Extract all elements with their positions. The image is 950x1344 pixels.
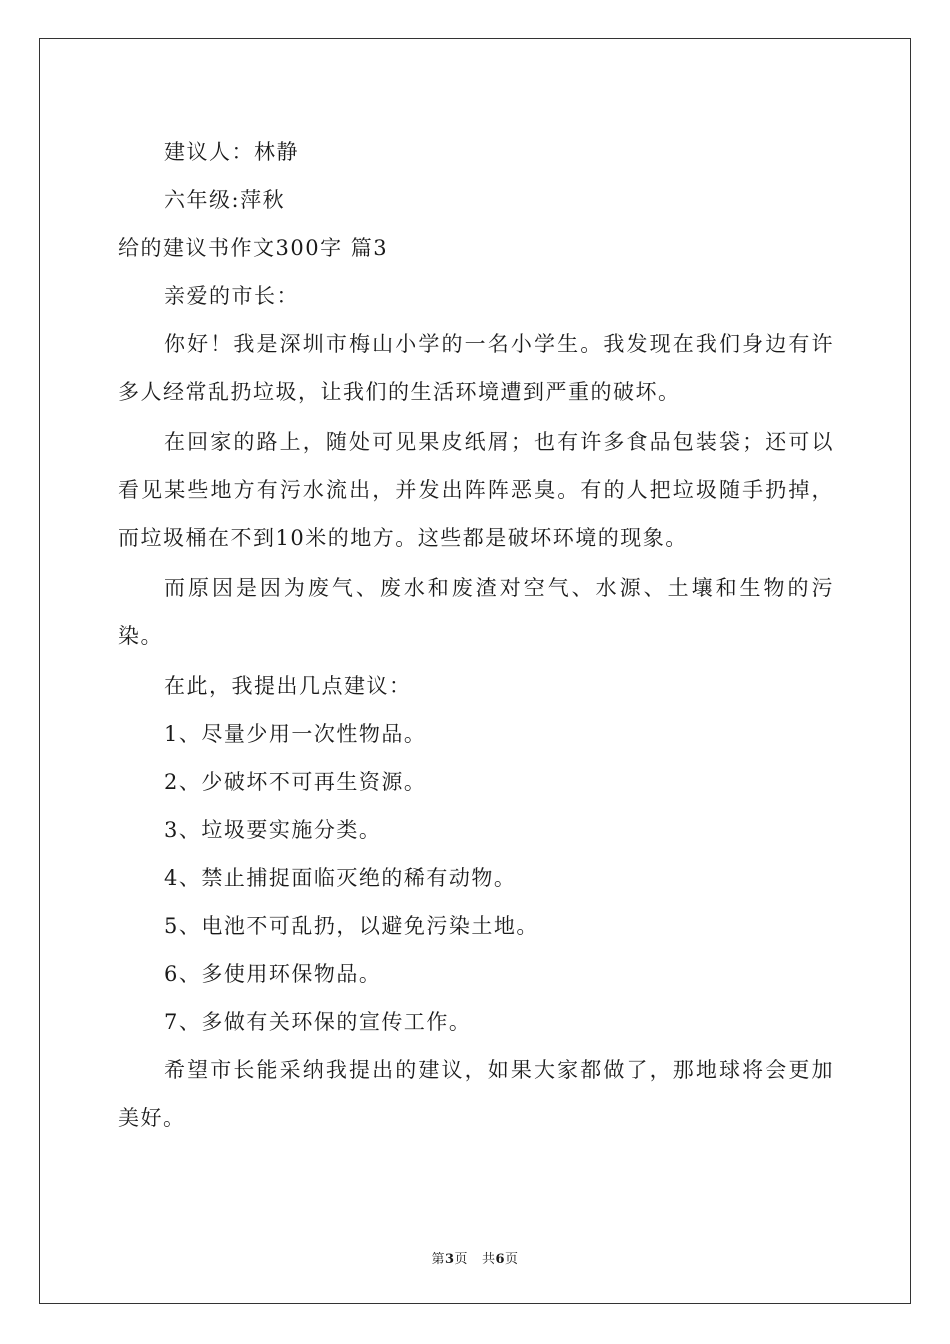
page-prefix: 第 bbox=[431, 1252, 445, 1267]
paragraph: 在回家的路上，随处可见果皮纸屑；也有许多食品包装袋；还可以看见某些地方有污水流出，并发出阵阵恶臭。有的人把垃圾随手扔掉，而垃圾桶在不到10米的地方。这些都是破坏环境的现象。 bbox=[118, 430, 834, 550]
page-suffix: 页 bbox=[454, 1252, 469, 1267]
total-prefix: 共 bbox=[481, 1252, 496, 1267]
paragraph: 而原因是因为废气、废水和废渣对空气、水源、土壤和生物的污染。 bbox=[118, 576, 834, 648]
total-suffix: 页 bbox=[505, 1252, 519, 1267]
closing-paragraph: 希望市长能采纳我提出的建议，如果大家都做了，那地球将会更加美好。 bbox=[118, 1058, 834, 1130]
suggestions-intro: 在此，我提出几点建议： bbox=[164, 674, 412, 698]
page-total: 6 bbox=[495, 1252, 506, 1267]
page-current: 3 bbox=[444, 1252, 455, 1267]
salutation: 亲爱的市长： bbox=[164, 284, 299, 308]
suggestion-item: 4、禁止捕捉面临灭绝的稀有动物。 bbox=[164, 866, 517, 890]
suggestion-item: 1、尽量少用一次性物品。 bbox=[164, 722, 427, 746]
section-heading: 给的建议书作文300字 篇3 bbox=[118, 236, 389, 260]
signoff-name: 建议人：林静 bbox=[164, 140, 299, 164]
suggestion-item: 3、垃圾要实施分类。 bbox=[164, 818, 382, 842]
signoff-class: 六年级:萍秋 bbox=[164, 188, 286, 212]
paragraph: 你好！我是深圳市梅山小学的一名小学生。我发现在我们身边有许多人经常乱扔垃圾，让我们的生活环境遭到严重的破坏。 bbox=[118, 332, 834, 404]
suggestion-item: 6、多使用环保物品。 bbox=[164, 962, 382, 986]
page-footer bbox=[0, 1248, 950, 1267]
suggestion-item: 7、多做有关环保的宣传工作。 bbox=[164, 1010, 472, 1034]
suggestion-item: 2、少破坏不可再生资源。 bbox=[164, 770, 427, 794]
suggestion-item: 5、电池不可乱扔，以避免污染土地。 bbox=[164, 914, 539, 938]
document-body bbox=[118, 128, 834, 1144]
